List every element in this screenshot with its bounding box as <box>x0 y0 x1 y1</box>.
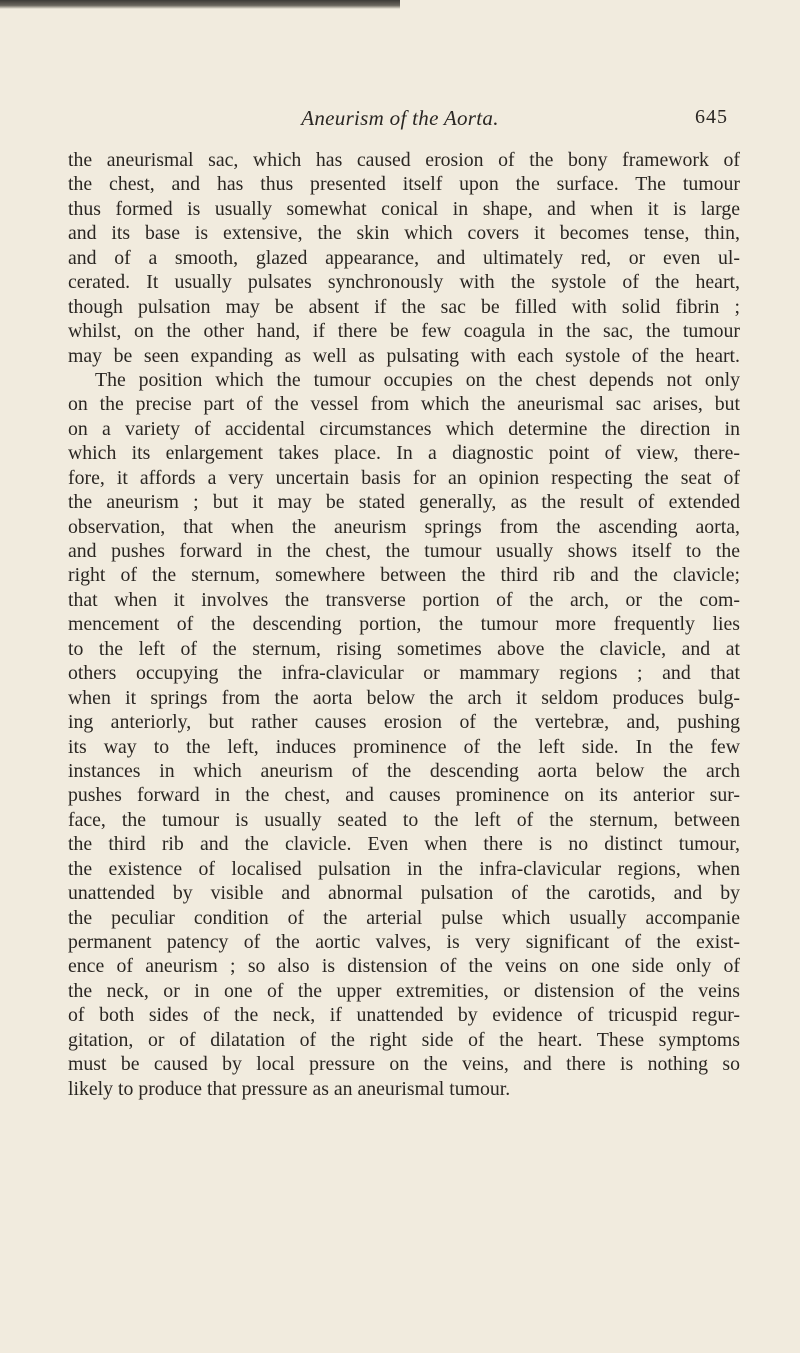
text-line: on the precise part of the vessel from which the aneurismal sac arises, but <box>68 393 740 416</box>
text-line: on a variety of accidental circumstances which determine the direction in <box>68 417 740 440</box>
text-line: ence of aneurism ; so also is distension of the veins on one side only of <box>68 955 740 978</box>
text-line: face, the tumour is usually seated to the left of the sternum, between <box>68 808 740 831</box>
text-line: likely to produce that pressure as an aneurismal tumour. <box>68 1077 511 1100</box>
text-line: the peculiar condition of the arterial pulse which usually accompanie <box>68 906 740 929</box>
text-line: cerated. It usually pulsates synchronously with the systole of the heart, <box>68 271 740 294</box>
text-line: thus formed is usually somewhat conical in shape, and when it is large <box>68 197 740 220</box>
text-line: mencement of the descending portion, the tumour more frequently lies <box>68 613 740 636</box>
text-line: pushes forward in the chest, and causes prominence on its anterior sur- <box>68 784 740 807</box>
text-line: though pulsation may be absent if the sac be filled with solid fibrin ; <box>68 295 740 318</box>
text-line: may be seen expanding as well as pulsating with each systole of the heart. <box>68 344 740 367</box>
running-title: Aneurism of the Aorta. <box>301 106 499 130</box>
text-line: gitation, or of dilatation of the right side of the heart. These symptoms <box>68 1028 740 1051</box>
text-line: the chest, and has thus presented itself upon the surface. The tumour <box>68 173 740 196</box>
text-line: that when it involves the transverse portion of the arch, or the com- <box>68 588 740 611</box>
text-line: when it springs from the aorta below the arch it seldom produces bulg- <box>68 686 740 709</box>
text-line: to the left of the sternum, rising sometimes above the clavicle, and at <box>68 637 740 660</box>
text-line: and pushes forward in the chest, the tumour usually shows itself to the <box>68 540 740 562</box>
text-line: the aneurism ; but it may be stated generally, as the result of extended <box>68 491 740 514</box>
text-line: observation, that when the aneurism springs from the ascending aorta, <box>68 515 740 538</box>
text-line: and its base is extensive, the skin which covers it becomes tense, thin, <box>68 222 740 245</box>
text-line: whilst, on the other hand, if there be few coagula in the sac, the tumour <box>68 320 740 343</box>
scan-edge-shadow <box>0 0 400 9</box>
text-line: right of the sternum, somewhere between the third rib and the clavicle; <box>68 564 740 587</box>
text-line: of both sides of the neck, if unattended by evidence of tricuspid regur- <box>68 1004 740 1027</box>
text-line: The position which the tumour occupies on the chest depends not only <box>95 368 740 391</box>
body-text <box>68 148 740 1101</box>
text-line: its way to the left, induces prominence of the left side. In the few <box>68 735 740 758</box>
text-line: the neck, or in one of the upper extremities, or distension of the veins <box>68 979 740 1002</box>
text-line: which its enlargement takes place. In a diagnostic point of view, there- <box>68 442 740 465</box>
text-line: unattended by visible and abnormal pulsation of the carotids, and by <box>68 882 740 905</box>
running-header <box>0 106 800 136</box>
text-line: ing anteriorly, but rather causes erosion of the vertebræ, and, pushing <box>68 711 740 734</box>
text-line: the aneurismal sac, which has caused erosion of the bony framework of <box>68 149 740 171</box>
text-line: permanent patency of the aortic valves, is very significant of the exist- <box>68 931 740 953</box>
text-line: the existence of localised pulsation in the infra-clavicular regions, when <box>68 857 740 880</box>
text-line: and of a smooth, glazed appearance, and ultimately red, or even ul- <box>68 246 740 269</box>
text-line: others occupying the infra-clavicular or mammary regions ; and that <box>68 662 740 685</box>
text-line: instances in which aneurism of the descending aorta below the arch <box>68 759 740 782</box>
text-line: the third rib and the clavicle. Even when there is no distinct tumour, <box>68 833 740 856</box>
text-line: must be caused by local pressure on the veins, and there is nothing so <box>68 1053 740 1076</box>
page-number: 645 <box>695 106 728 128</box>
text-line: fore, it affords a very uncertain basis for an opinion respecting the seat of <box>68 466 740 489</box>
